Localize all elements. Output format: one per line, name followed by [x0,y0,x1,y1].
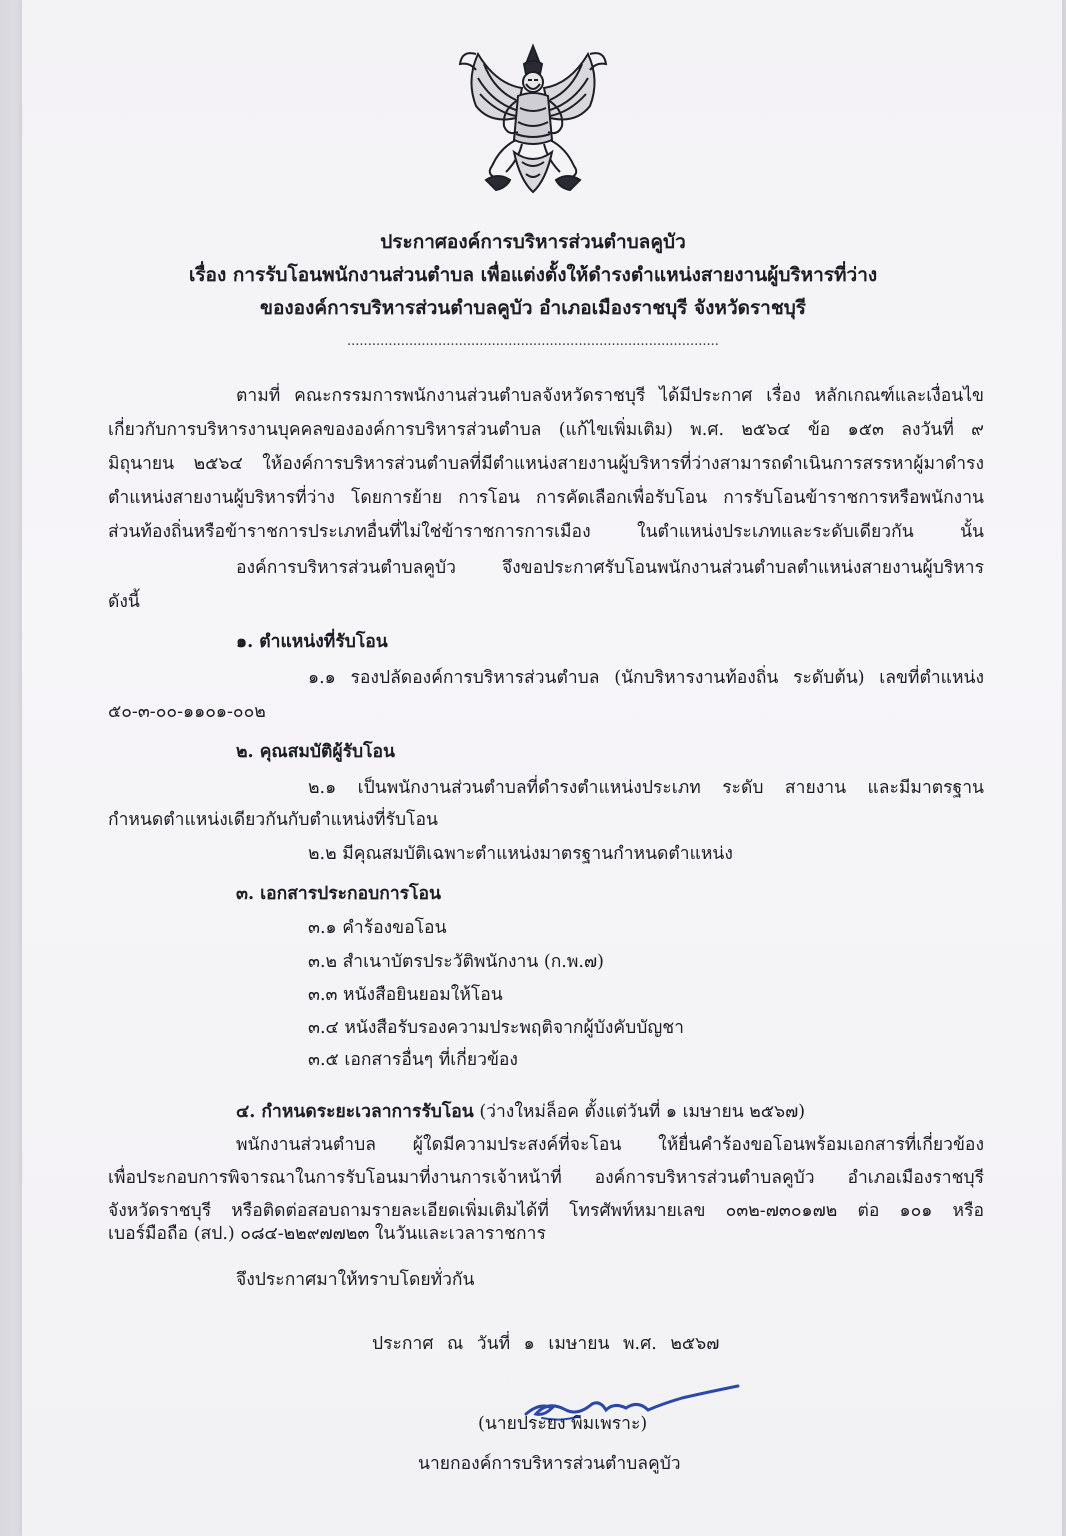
section3-heading: ๓. เอกสารประกอบการโอน [236,884,441,904]
title-line-2: เรื่อง การรับโอนพนักงานส่วนตำบล เพื่อแต่งตั้งให้ดำรงตำแหน่งสายงานผู้บริหารที่ว่าง [188,264,878,286]
section4-line-1: พนักงานส่วนตำบล ผู้ใดมีความประสงค์ที่จะโอน ให้ยื่นคำร้องขอโอนพร้อมเอกสารที่เกี่ยวข้อง [236,1135,984,1155]
section2-heading: ๒. คุณสมบัติผู้รับโอน [236,742,395,762]
intro2-line-1: องค์การบริหารส่วนตำบลคูบัว จึงขอประกาศรับโอนพนักงานส่วนตำบลตำแหน่งสายงานผู้บริหาร [236,558,984,578]
section3-item: ๓.๔ หนังสือรับรองความประพฤติจากผู้บังคับบัญชา [308,1018,684,1038]
intro-line-4: ตำแหน่งสายงานผู้บริหารที่ว่าง โดยการย้าย การโอน การคัดเลือกเพื่อรับโอน การรับโอนข้าราชการหรือพนักงาน [108,488,984,508]
section1-heading: ๑. ตำแหน่งที่รับโอน [236,632,388,652]
title-divider: .......................................................................................... [347,334,719,349]
intro-line-3: มิถุนายน ๒๕๖๔ ให้องค์การบริหารส่วนตำบลที่มีตำแหน่งสายงานผู้บริหารที่ว่างสามารถดำเนินการสรรหาผู้มาดำรง [108,454,984,474]
section2-item1-line-2: กำหนดตำแหน่งเดียวกันกับตำแหน่งที่รับโอน [108,810,438,830]
signer-name: (นายประยง พิมเพราะ) [478,1414,648,1434]
intro-line-2: เกี่ยวกับการบริหารงานบุคคลขององค์การบริหารส่วนตำบล (แก้ไขเพิ่มเติม) พ.ศ. ๒๕๖๔ ข้อ ๑๕๓ ลงวันที่ ๙ [108,420,984,440]
section4-line-2: เพื่อประกอบการพิจารณาในการรับโอนมาที่งานการเจ้าหน้าที่ องค์การบริหารส่วนตำบลคูบัว อำเภอเมืองราชบุรี [108,1168,984,1188]
section4-heading: ๔. กำหนดระยะเวลาการรับโอน [236,1102,474,1122]
signer-title: นายกองค์การบริหารส่วนตำบลคูบัว [418,1454,681,1474]
announcement-date: ประกาศ ณ วันที่ ๑ เมษายน พ.ศ. ๒๕๖๗ [372,1334,720,1354]
section2-item1-line-1: ๒.๑ เป็นพนักงานส่วนตำบลที่ดำรงตำแหน่งประเภท ระดับ สายงาน และมีมาตรฐาน [308,778,984,798]
section4-line-3: จังหวัดราชบุรี หรือติดต่อสอบถามรายละเอียดเพิ่มเติมได้ที่ โทรศัพท์หมายเลข ๐๓๒-๗๓๐๑๗๒ ต่อ ๑๐๑ หรือ [108,1201,984,1221]
intro-line-1: ตามที่ คณะกรรมการพนักงานส่วนตำบลจังหวัดราชบุรี ได้มีประกาศ เรื่อง หลักเกณฑ์และเงื่อนไข [236,386,984,406]
section4-line-4: เบอร์มือถือ (สป.) ๐๘๔-๒๒๙๗๗๒๓ ในวันและเวลาราชการ [108,1224,546,1244]
section1-item1-line-2: ๕๐-๓-๐๐-๑๑๐๑-๐๐๒ [108,702,266,722]
intro-line-5: ส่วนท้องถิ่นหรือข้าราชการประเภทอื่นที่ไม่ใช่ข้าราชการการเมือง ในตำแหน่งประเภทและระดับเดียวกัน นั้น [108,522,984,542]
title-line-3: ขององค์การบริหารส่วนตำบลคูบัว อำเภอเมืองราชบุรี จังหวัดราชบุรี [260,297,806,319]
title-line-1: ประกาศองค์การบริหารส่วนตำบลคูบัว [380,231,686,253]
section3-item: ๓.๕ เอกสารอื่นๆ ที่เกี่ยวข้อง [308,1050,518,1070]
section2-item2: ๒.๒ มีคุณสมบัติเฉพาะตำแหน่งมาตรฐานกำหนดตำแหน่ง [308,844,733,864]
section3-item: ๓.๓ หนังสือยินยอมให้โอน [308,985,503,1005]
section3-item: ๓.๑ คำร้องขอโอน [308,918,447,938]
section4-heading-note: (ว่างใหม่ล็อค ตั้งแต่วันที่ ๑ เมษายน ๒๕๖๗) [479,1102,806,1122]
closing-announce: จึงประกาศมาให้ทราบโดยทั่วกัน [236,1270,475,1290]
intro2-line-2: ดังนี้ [108,592,140,612]
section3-item: ๓.๒ สำเนาบัตรประวัติพนักงาน (ก.พ.๗) [308,952,604,972]
section4-heading-row [236,1100,805,1124]
section1-item1-line-1: ๑.๑ รองปลัดองค์การบริหารส่วนตำบล (นักบริหารงานท้องถิ่น ระดับต้น) เลขที่ตำแหน่ง [308,668,984,688]
